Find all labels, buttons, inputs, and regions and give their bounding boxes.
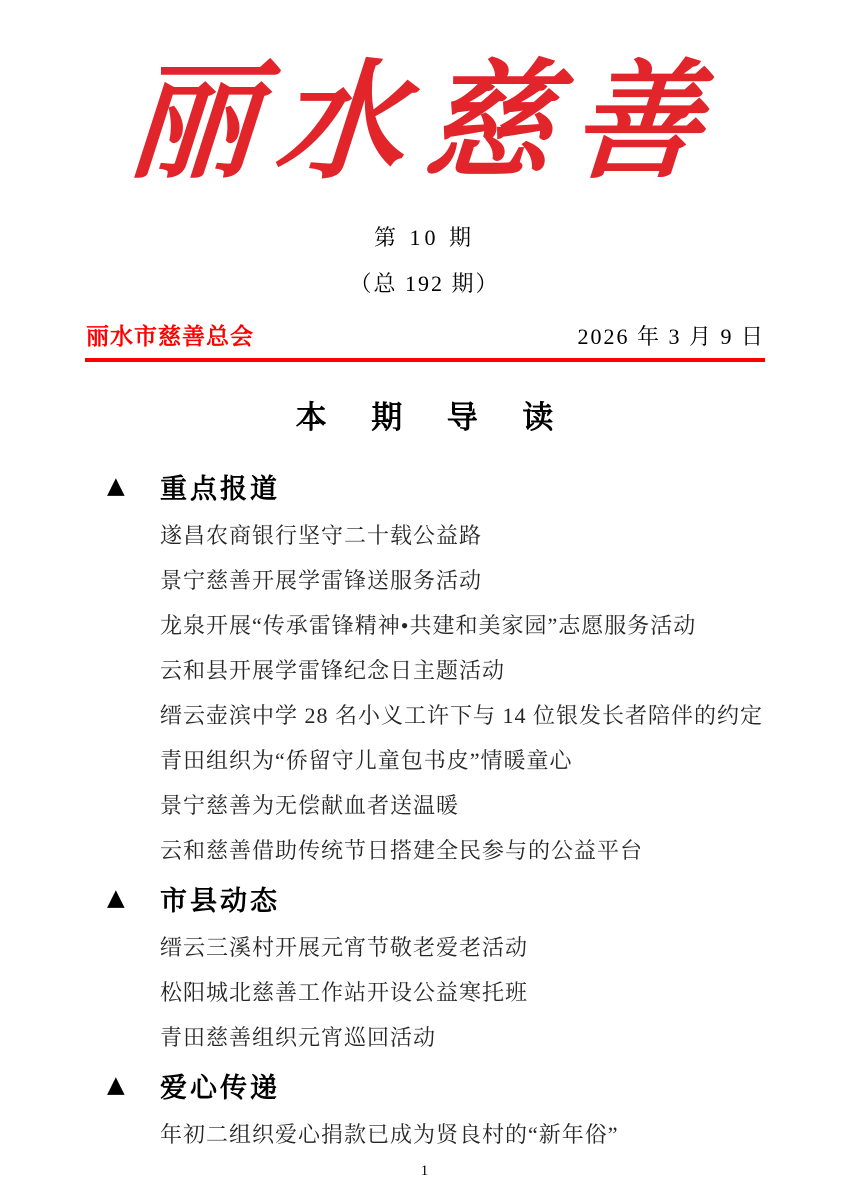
- digest-item: 青田慈善组织元宵巡回活动: [160, 1024, 437, 1050]
- page-number: 1: [420, 1163, 429, 1179]
- digest-section: [107, 873, 809, 1060]
- digest-item: 遂昌农商银行坚守二十载公益路: [160, 522, 483, 548]
- digest-item: 云和县开展学雷锋纪念日主题活动: [160, 657, 506, 683]
- digest-item: 景宁慈善为无偿献血者送温暖: [160, 792, 460, 818]
- digest-item: 云和慈善借助传统节日搭建全民参与的公益平台: [160, 837, 644, 863]
- digest-title: 本 期 导 读: [295, 399, 572, 435]
- digest-item: 龙泉开展“传承雷锋精神•共建和美家园”志愿服务活动: [160, 612, 697, 638]
- digest-item: 年初二组织爱心捐款已成为贤良村的“新年俗”: [160, 1121, 619, 1147]
- section-label: 重点报道: [160, 474, 280, 505]
- digest-item: 松阳城北慈善工作站开设公益寒托班: [160, 979, 529, 1005]
- publisher-row: [86, 318, 765, 351]
- section-heading: [107, 461, 809, 513]
- cumulative-issue-number: （总 192 期）: [349, 270, 500, 296]
- section-label: 爱心传递: [160, 1073, 280, 1104]
- digest-sections: [107, 461, 809, 1157]
- digest-item: 青田组织为“侨留守儿童包书皮”情暖童心: [160, 747, 573, 773]
- digest-section: [107, 461, 809, 873]
- digest-item: 缙云壶滨中学 28 名小义工许下与 14 位银发长者陪伴的约定: [160, 702, 764, 728]
- issue-number: 第 10 期: [373, 224, 475, 250]
- publisher-name: 丽水市慈善总会: [86, 322, 254, 349]
- issue-date: 2026 年 3 月 9 日: [577, 323, 765, 349]
- section-label: 市县动态: [160, 886, 280, 917]
- digest-item: 缙云三溪村开展元宵节敬老爱老活动: [160, 934, 529, 960]
- section-heading: [107, 1060, 809, 1112]
- masthead-title: 丽水慈善: [123, 47, 726, 197]
- red-divider-rule: [85, 358, 765, 362]
- triangle-bullet-icon: ▲: [107, 473, 125, 500]
- digest-section: [107, 1060, 809, 1157]
- digest-item: 景宁慈善开展学雷锋送服务活动: [160, 567, 483, 593]
- triangle-bullet-icon: ▲: [107, 1072, 125, 1099]
- triangle-bullet-icon: ▲: [107, 885, 125, 912]
- section-heading: [107, 873, 809, 925]
